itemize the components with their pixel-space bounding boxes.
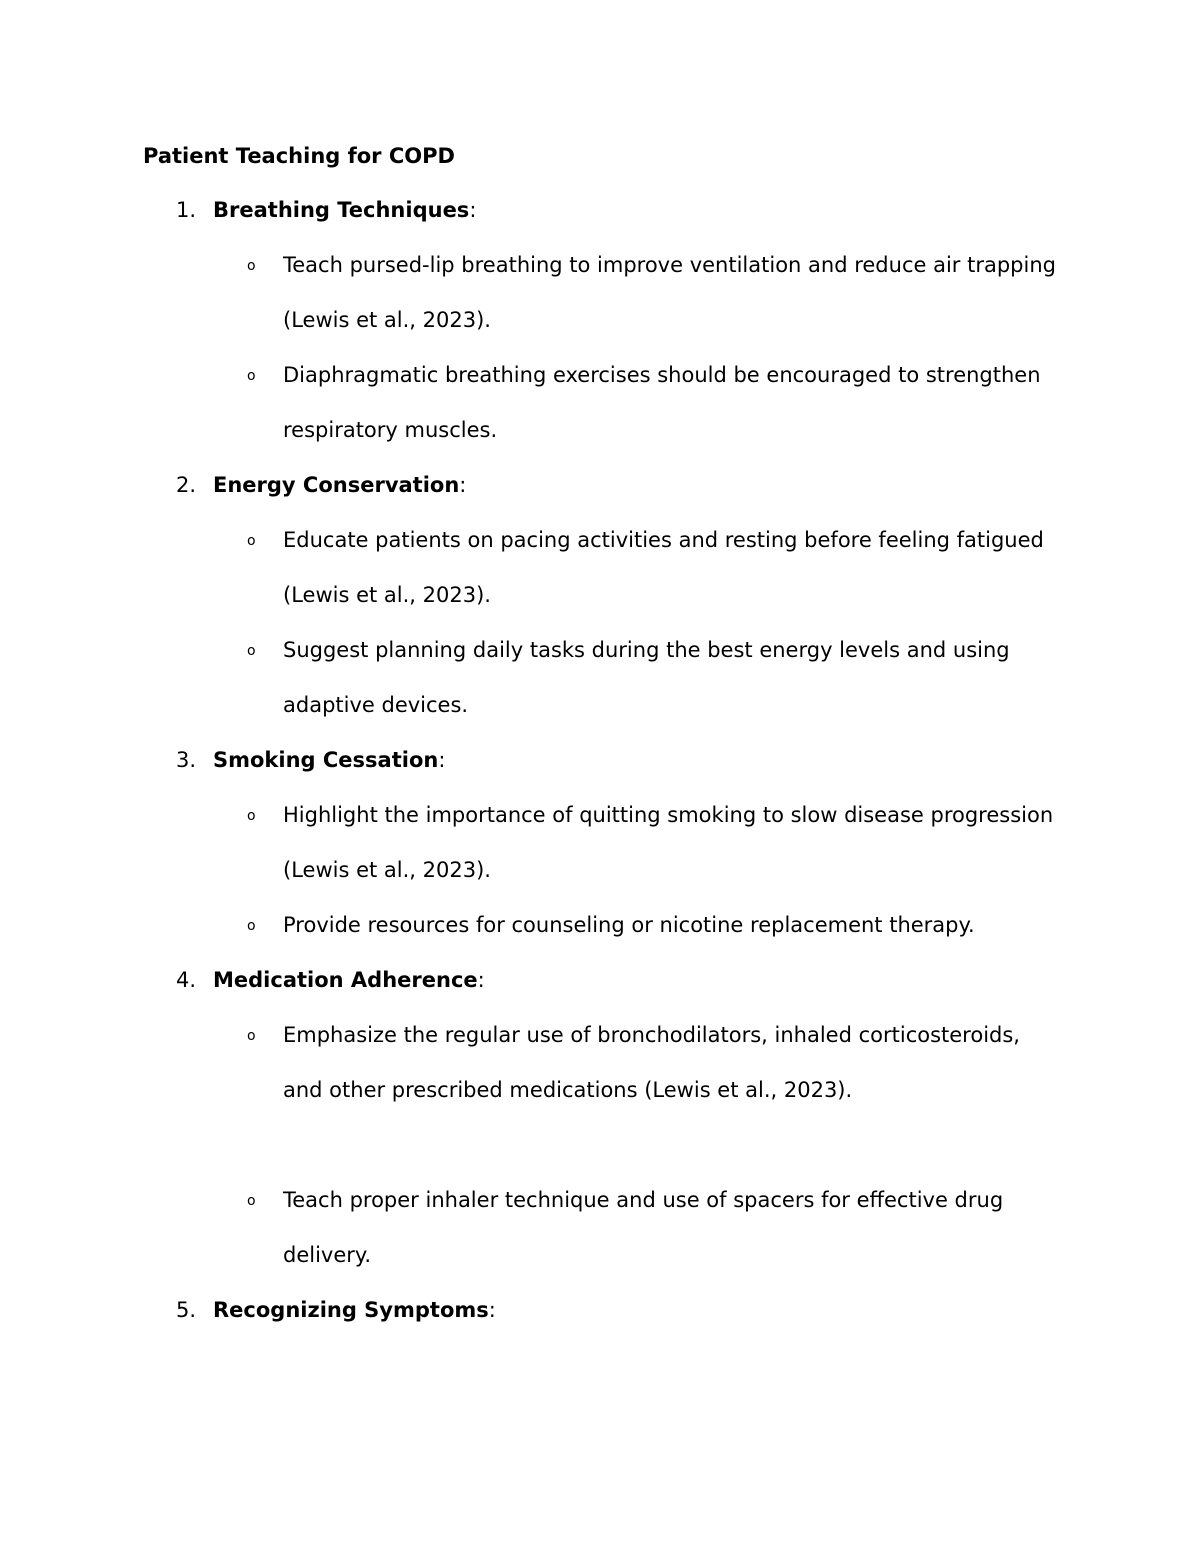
bullet-marker: o <box>247 368 256 384</box>
section-colon: : <box>459 473 467 497</box>
section-colon: : <box>469 198 477 222</box>
bullet-text: Teach proper inhaler technique and use of spacers for effective drug delivery. <box>283 1188 1004 1267</box>
section-label: Breathing Techniques <box>213 198 470 222</box>
section-label: Energy Conservation <box>213 473 460 497</box>
bullet-marker: o <box>247 533 256 549</box>
section-number: 4. <box>176 968 197 992</box>
bullet-text: Provide resources for counseling or nicotine replacement therapy. <box>283 913 975 937</box>
bullet-text: Educate patients on pacing activities and resting before feeling fatigued (Lewis et al., 2023). <box>283 528 1044 607</box>
section-label: Medication Adherence <box>213 968 478 992</box>
bullet-marker: o <box>247 808 256 824</box>
bullet-marker: o <box>247 1028 256 1044</box>
section-label: Smoking Cessation <box>213 748 439 772</box>
bullet-marker: o <box>247 643 256 659</box>
section-number: 2. <box>176 473 197 497</box>
bullet-text: Suggest planning daily tasks during the best energy levels and using adaptive devices. <box>283 638 1010 717</box>
section-number: 3. <box>176 748 197 772</box>
section-colon: : <box>438 748 446 772</box>
section-number: 1. <box>176 198 197 222</box>
section-heading <box>176 195 476 225</box>
bullet-text: Teach pursed-lip breathing to improve ventilation and reduce air trapping (Lewis et al., 2023). <box>283 253 1056 332</box>
bullet-text: Highlight the importance of quitting smoking to slow disease progression (Lewis et al., 2023). <box>283 803 1054 882</box>
bullet-marker: o <box>247 918 256 934</box>
section-heading <box>176 470 466 500</box>
section-heading <box>176 965 485 995</box>
section-label: Recognizing Symptoms <box>213 1298 489 1322</box>
section-number: 5. <box>176 1298 197 1322</box>
section-colon: : <box>477 968 485 992</box>
section-heading <box>176 1295 496 1325</box>
section-colon: : <box>488 1298 496 1322</box>
bullet-marker: o <box>247 1193 256 1209</box>
section-heading <box>176 745 445 775</box>
bullet-text: Diaphragmatic breathing exercises should be encouraged to strengthen respiratory muscles. <box>283 363 1041 442</box>
bullet-text: Emphasize the regular use of bronchodilators, inhaled corticosteroids, and other prescribed medications (Lewis et al., 2023). <box>283 1023 1020 1102</box>
bullet-marker: o <box>247 258 256 274</box>
page-title: Patient Teaching for COPD <box>143 144 455 168</box>
